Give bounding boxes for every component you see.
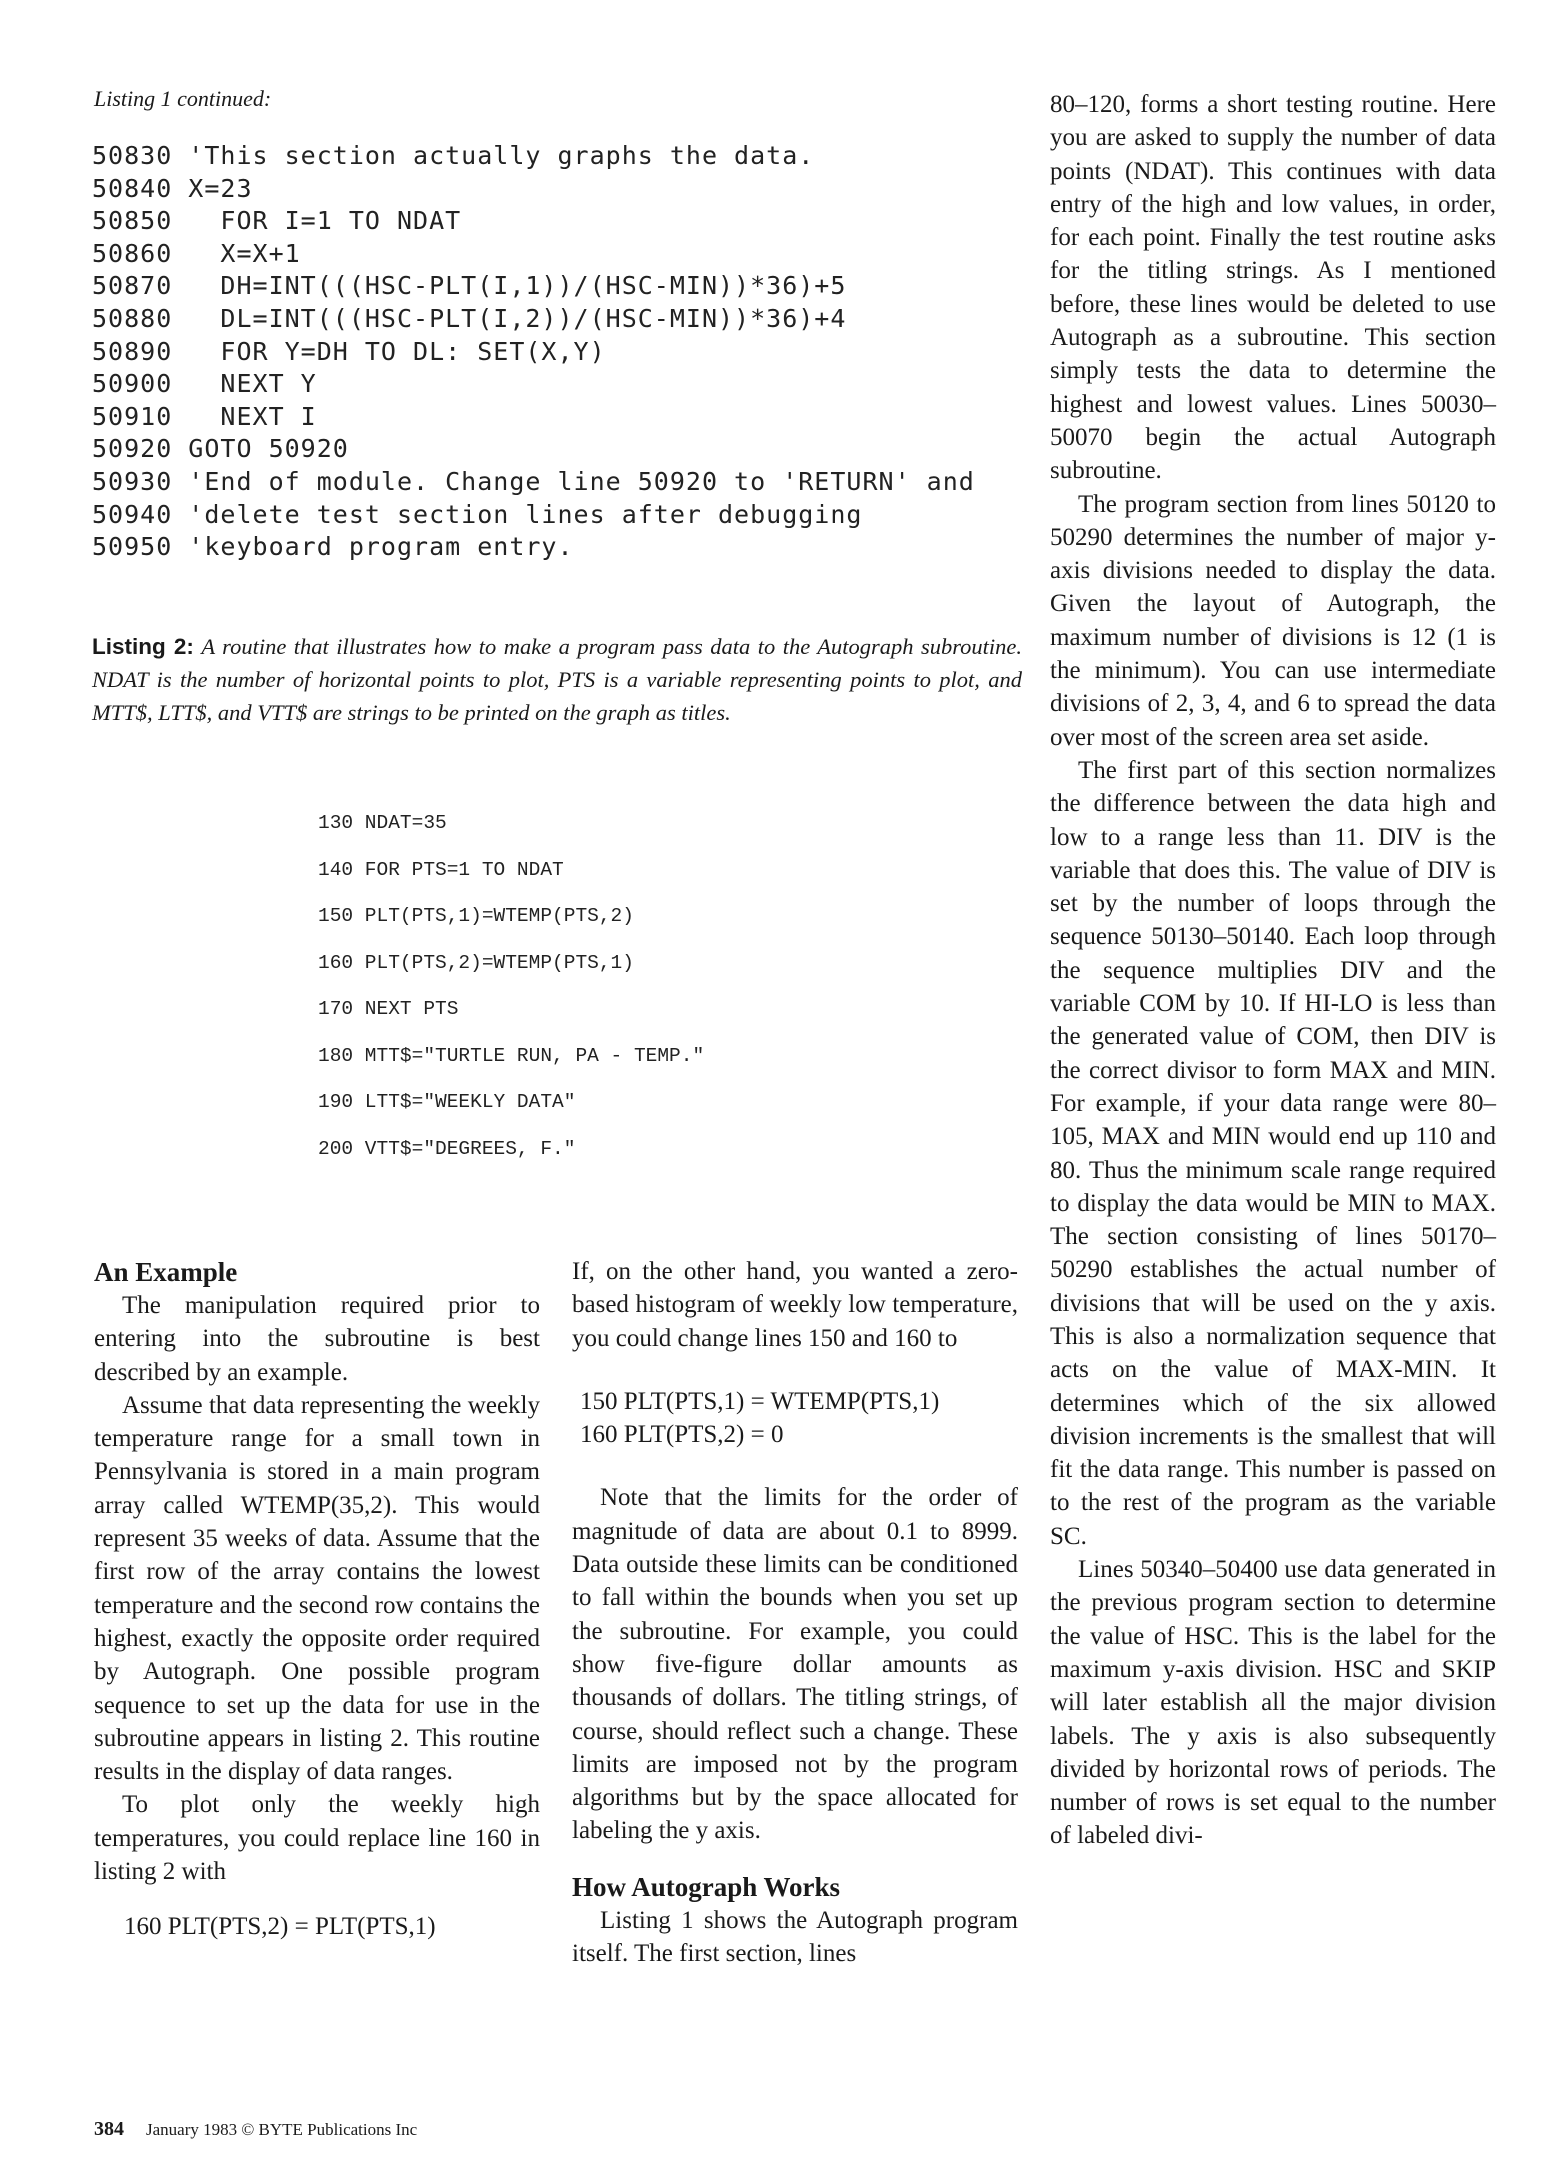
inline-code: 160 PLT(PTS,2) = 0 [580,1421,784,1449]
listing1-code [92,140,1052,564]
code-line: 50910 NEXT I [92,401,317,431]
code-line: 130 NDAT=35 [318,812,447,834]
code-line: 50840 X=23 [92,173,253,203]
listing2-code [318,800,704,1172]
section-heading-example: An Example [94,1257,238,1287]
code-line: 50940 'delete test section lines after debugging [92,499,863,529]
listing1-caption: Listing 1 continued: [94,86,272,111]
paragraph: To plot only the weekly high temperatures, you could replace line 160 in listing 2 with [94,1791,540,1886]
code-line: 50850 FOR I=1 TO NDAT [92,206,462,236]
code-line: 50830 'This section actually graphs the data. [92,141,815,170]
code-line: 160 PLT(PTS,2)=WTEMP(PTS,1) [318,951,634,974]
paragraph: 80–120, forms a short testing routine. Here you are asked to supply the number of data points (NDAT). This continues with data entry of the high and low values, in order, for each point. Finally the test routine asks for the titling strings. As I mentioned before, these lines would be deleted to use Autograph as a subroutine. This section simply tests the data to determine the highest and lowest values. Lines 50030–50070 begin the actual Autograph subroutine. [1050,91,1496,485]
section-heading-how: How Autograph Works [572,1871,841,1902]
listing2-caption-text: A routine that illustrates how to make a program pass data to the Autograph subroutine. NDAT is the number of horizontal points to plot, PTS is a variable representing points to plot, and MTT$, LTT$, and VTT$ are strings to be printed on the graph as titles. [92,634,1023,725]
paragraph: Listing 1 shows the Autograph program itself. The first section, lines [572,1906,1018,1968]
code-line: 150 PLT(PTS,1)=WTEMP(PTS,2) [318,905,634,927]
paragraph: If, on the other hand, you wanted a zero-based histogram of weekly low temperature, you could change lines 150 and 160 to [572,1258,1018,1352]
page-number: 384 [94,2118,124,2140]
column-middle [572,1255,1018,1970]
paragraph: Assume that data representing the weekly temperature range for a small town in Pennsylvania is stored in a main program array called WTEMP(35,2). This would represent 35 weeks of data. Assume that the first row of the array contains the lowest temperature and the second row contains the highest, exactly the opposite order required by Autograph. One possible program sequence to set up the data for use in the subroutine appears in listing 2. This routine results in the display of data ranges. [94,1391,540,1786]
code-line: 50930 'End of module. Change line 50920 to 'RETURN' and [92,466,975,496]
code-line: 170 NEXT PTS [318,998,459,1020]
code-line: 50920 GOTO 50920 [92,434,349,464]
column-right [1050,88,1496,1853]
paragraph: The first part of this section normalizes the difference between the data high and low to a range less than 11. DIV is the variable that does this. The value of DIV is set by the number of loops through the sequence 50130–50140. Each loop through the sequence multiplies DIV and the variable COM by 10. If HI-LO is less than the generated value of COM, then DIV is the correct divisor to form MAX and MIN. For example, if your data range were 80–105, MAX and MIN would end up 110 and 80. Thus the minimum scale range required to display the data would be MIN to MAX. The section consisting of lines 50170–50290 establishes the actual number of divisions that will be used on the y axis. This is also a normalization sequence that acts on the value of MAX-MIN. It determines which of the six allowed division increments is the smallest that will fit the data range. This number is passed on to the rest of the program as the variable SC. [1050,756,1496,1550]
code-line: 50890 FOR Y=DH TO DL: SET(X,Y) [92,336,606,366]
inline-code: 150 PLT(PTS,1) = WTEMP(PTS,1) [580,1387,940,1415]
code-line: 140 FOR PTS=1 TO NDAT [318,858,564,881]
code-line: 50900 NEXT Y [92,369,317,399]
inline-code: 160 PLT(PTS,2) = PLT(PTS,1) [124,1913,436,1941]
page-footer [94,2118,417,2141]
listing2-caption [92,630,1022,729]
code-line: 200 VTT$="DEGREES, F." [318,1137,576,1160]
code-line: 50950 'keyboard program entry. [92,532,574,562]
code-line: 50870 DH=INT(((HSC-PLT(I,1))/(HSC-MIN))*36)+5 [92,271,847,301]
code-line: 180 MTT$="TURTLE RUN, PA - TEMP." [318,1044,705,1067]
column-left [94,1255,540,1944]
code-line: 50860 X=X+1 [92,238,301,268]
listing2-label: Listing 2: [92,634,194,659]
paragraph: Note that the limits for the order of magnitude of data are about 0.1 to 8999. Data outside these limits can be conditioned to fall within the bounds when you set up the subroutine. For example, you could show five-figure dollar amounts as thousands of dollars. The titling strings, of course, should reflect such a change. These limits are imposed not by the program algorithms but by the space allocated for labeling the y axis. [572,1484,1018,1845]
paragraph: Lines 50340–50400 use data generated in the previous program section to determine the value of HSC. This is the label for the maximum y-axis division. HSC and SKIP will later establish all the major division labels. The y axis is also subsequently divided by horizontal rows of periods. The number of rows is set equal to the number of labeled divi- [1050,1556,1496,1850]
code-line: 50880 DL=INT(((HSC-PLT(I,2))/(HSC-MIN))*36)+4 [92,303,847,333]
code-line: 190 LTT$="WEEKLY DATA" [318,1091,576,1113]
paragraph: The program section from lines 50120 to 50290 determines the number of major y-axis divisions needed to display the data. Given the layout of Autograph, the maximum number of divisions is 12 (1 is the minimum). You can use intermediate divisions of 2, 3, 4, and 6 to spread the data over most of the screen area set aside. [1050,490,1496,751]
footer-credit: January 1983 © BYTE Publications Inc [146,2120,418,2139]
paragraph: The manipulation required prior to entering into the subroutine is best described by an example. [94,1292,540,1386]
